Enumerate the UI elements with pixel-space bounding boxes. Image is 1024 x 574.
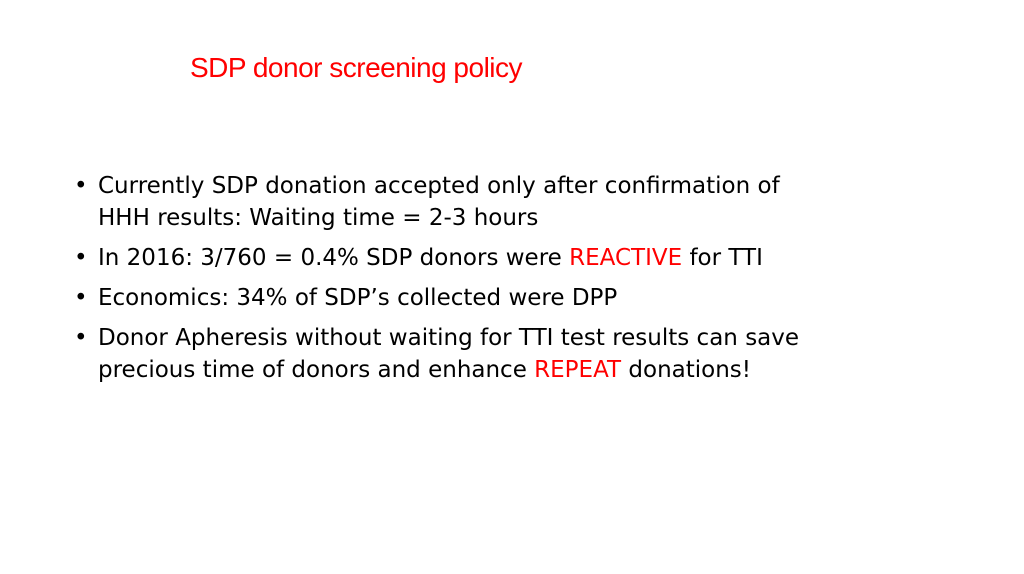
bullet-text-line: HHH results: Waiting time = 2-3 hours (98, 205, 539, 231)
bullet-text: donations! (621, 357, 752, 383)
bullet-list (72, 170, 972, 394)
highlight-reactive: REACTIVE (569, 245, 683, 271)
bullet-text: for TTI (682, 245, 763, 271)
bullet-dot-icon: • (74, 245, 88, 271)
bullet-text: In 2016: 3/760 = 0.4% SDP donors were (98, 245, 570, 271)
bullet-item-confirmation (72, 170, 972, 234)
bullet-item-reactive (72, 242, 972, 274)
bullet-item-economics (72, 282, 972, 314)
bullet-text: Economics: 34% of SDP’s collected were DPP (98, 285, 618, 311)
slide-title: SDP donor screening policy (190, 52, 523, 83)
bullet-dot-icon: • (74, 285, 88, 311)
bullet-dot-icon: • (74, 173, 88, 199)
bullet-text: precious time of donors and enhance (98, 357, 535, 383)
bullet-dot-icon: • (74, 325, 88, 351)
bullet-text-line: Donor Apheresis without waiting for TTI test results can save (98, 325, 800, 351)
highlight-repeat: REPEAT (534, 357, 622, 383)
bullet-item-apheresis (72, 322, 972, 386)
bullet-text-line: Currently SDP donation accepted only after confirmation of (98, 173, 780, 199)
